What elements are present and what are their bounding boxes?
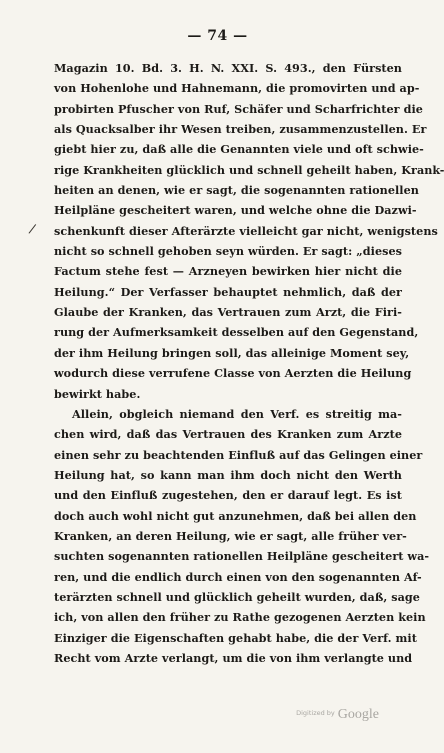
text-line: schenkunft dieser Afterärzte vielleicht gar nicht, wenigstens — [54, 223, 438, 238]
text-line: Heilpläne gescheitert waren, und welche ohne die Dazwi- — [54, 203, 417, 218]
text-line: von Hohenlohe und Hahnemann, die promovirten und ap- — [54, 81, 420, 96]
text-line: Allein, obgleich niemand den Verf. es streitig ma- — [72, 406, 402, 421]
text-line: suchten sogenannten rationellen Heilpläne gescheitert wa- — [54, 549, 430, 564]
text-line: Glaube der Kranken, das Vertrauen zum Arzt, die Firi- — [54, 305, 402, 320]
text-line: terärzten schnell und glücklich geheilt wurden, daß, sage — [54, 589, 420, 604]
text-line: und den Einfluß zugestehen, den er darauf legt. Es ist — [54, 488, 402, 503]
text-line: doch auch wohl nicht gut anzunehmen, daß bei allen den — [54, 508, 417, 523]
text-line: Magazin 10. Bd. 3. H. N. XXI. S. 493., den Fürsten — [54, 61, 402, 75]
google-watermark — [296, 703, 379, 723]
page-number: — 74 — — [187, 28, 248, 44]
watermark-brand: Google — [337, 707, 379, 722]
text-line: rung der Aufmerksamkeit desselben auf den Gegenstand, — [54, 325, 419, 340]
text-line: wodurch diese verrufene Classe von Aerzten die Heilung — [54, 366, 412, 381]
text-line: chen wird, daß das Vertrauen des Kranken zum Arzte — [54, 427, 402, 442]
text-line: ren, und die endlich durch einen von den sogenannten Af- — [54, 569, 422, 584]
text-line: giebt hier zu, daß alle die Genannten viele und oft schwie- — [54, 142, 424, 157]
text-line: als Quacksalber ihr Wesen treiben, zusammenzustellen. Er — [54, 122, 427, 137]
watermark-prefix: Digitized by — [296, 709, 335, 717]
text-line: Heilung hat, so kann man ihm doch nicht den Werth — [54, 467, 402, 482]
body-text — [54, 58, 444, 668]
margin-pencil-mark: / — [27, 221, 37, 238]
text-line: Einziger die Eigenschaften gehabt habe, die der Verf. mit — [54, 630, 417, 645]
text-line: nicht so schnell gehoben seyn würden. Er sagt: „dieses — [54, 244, 402, 259]
text-line: Factum stehe fest — Arzneyen bewirken hier nicht die — [54, 264, 402, 279]
text-line: Heilung.“ Der Verfasser behauptet nehmlich, daß der — [54, 284, 402, 299]
text-line: ich, von allen den früher zu Rathe gezogenen Aerzten kein — [54, 610, 426, 625]
text-line: Kranken, an deren Heilung, wie er sagt, alle früher ver- — [54, 528, 407, 543]
text-line: der ihm Heilung bringen soll, das alleinige Moment sey, — [54, 345, 410, 360]
text-line: Recht vom Arzte verlangt, um die von ihm verlangte und — [54, 650, 413, 665]
text-line: einen sehr zu beachtenden Einfluß auf das Gelingen einer — [54, 447, 423, 462]
text-line: rige Krankheiten glücklich und schnell geheilt haben, Krank- — [54, 162, 444, 177]
text-line: probirten Pfuscher von Ruf, Schäfer und Scharfrichter die — [54, 101, 423, 116]
text-line: heiten an denen, wie er sagt, die sogenannten rationellen — [54, 183, 419, 198]
text-line: bewirkt habe. — [54, 386, 141, 401]
